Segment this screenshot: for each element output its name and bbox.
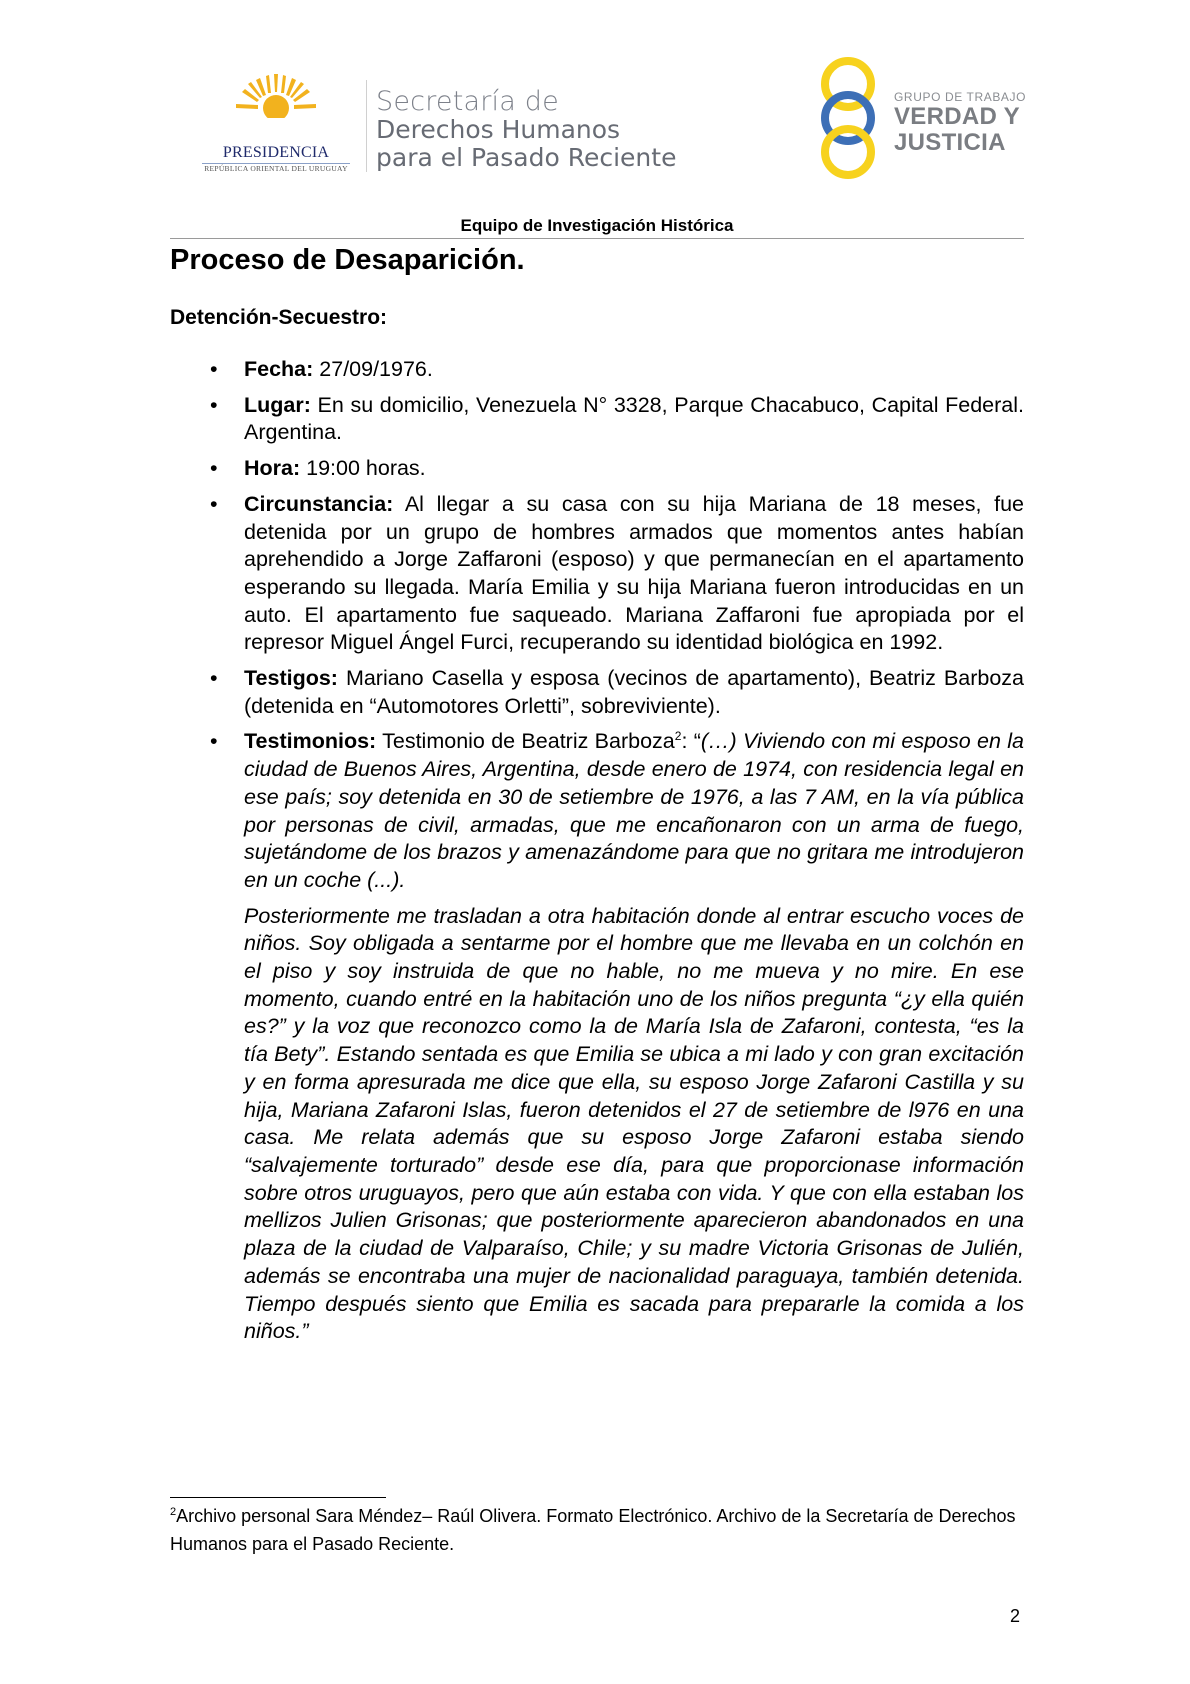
page-header [196, 52, 1036, 182]
item-label: Fecha: [244, 357, 314, 381]
list-item-circunstancia [170, 491, 1024, 657]
bullet-icon: • [210, 491, 218, 516]
secretaria-line-2: Derechos Humanos [376, 115, 621, 144]
item-label: Testigos: [244, 666, 338, 691]
item-text: Al llegar a su casa con su hija Mariana de 18 meses, fue detenida por un grupo de hombres armados que momentos antes habían aprehendido a Jorge Zaffaroni (esposo) y que permanecían en el apartamento esperando su llegada. María Emilia y su hija Mariana fueron introducidas en un auto. El apartamento fue saqueado. Mariana Zaffaroni fue apropiada por el represor Miguel Ángel Furci, recuperando su identidad biológica en 1992. [244, 491, 1024, 655]
sun-icon [236, 74, 316, 136]
testimonio-quote-2: Posteriormente me trasladan a otra habitación donde al entrar escucho voces de niños. Soy obligada a sentarme por el hombre que me llevaba en un colchón en el piso y soy instruida de que no hable, no me mueva y no mire. En ese momento, cuando entré en la habitación uno de los niños pregunta “¿y ella quién es?” y la voz que reconozco como la de María Isla de Zafaroni, contesta, “es la tía Bety”. Estando sentada es que Emilia se ubica a mi lado y con gran excitación y en forma apresurada me dice que ella, su esposo Jorge Zafaroni Castilla y su hija, Mariana Zafaroni Islas, fueron detenidos el 27 de setiembre de l976 en una casa. Me relata además que su esposo Jorge Zafaroni estaba siendo “salvajemente torturado” desde ese día, para que proporcionase información sobre otros uruguayos, pero que aún estaba con vida. Y que con ella estaban los mellizos Julien Grisonas; que posteriormente aparecieron abandonados en una plaza de la ciudad de Valparaíso, Chile; y su madre Victoria Grisonas de Julién, además se encontraba una mujer de nacionalidad paraguaya, también detenida. Tiempo después siento que Emilia es sacada para prepararle la comida a los niños.” [244, 903, 1024, 1344]
grupo-trabajo-text [894, 90, 1026, 156]
running-header-rule [170, 238, 1024, 239]
secretaria-line-1: Secretaría de [376, 86, 559, 117]
grupo-trabajo-line-1: VERDAD Y [894, 103, 1020, 130]
verdad-justicia-rings-icon [818, 56, 878, 180]
footnote-text: Archivo personal Sara Méndez– Raúl Olivera. Formato Electrónico. Archivo de la Secretaría de Derechos Humanos para el Pasado Reciente. [170, 1506, 1016, 1554]
grupo-trabajo-label: GRUPO DE TRABAJO [894, 90, 1027, 104]
list-item-testigos [170, 665, 1024, 720]
item-label: Hora: [244, 456, 301, 481]
footnote-separator [170, 1497, 386, 1498]
item-label: Testimonios: [244, 729, 377, 754]
main-content [170, 240, 1024, 1354]
grupo-trabajo-line-2: JUSTICIA [894, 129, 1006, 156]
running-header: Equipo de Investigación Histórica [460, 216, 734, 235]
page-number: 2 [1010, 1606, 1021, 1626]
list-item-testimonios [170, 728, 1024, 1345]
item-label: Circunstancia: [244, 491, 394, 516]
footnote-ref[interactable]: 2 [674, 729, 682, 744]
item-text: 27/09/1976. [313, 357, 433, 381]
list-item-hora [170, 455, 1024, 483]
bullet-icon: • [210, 392, 218, 417]
section-heading: Detención-Secuestro: [170, 306, 388, 329]
secretaria-line-3: para el Pasado Reciente [376, 143, 677, 172]
bullet-icon: • [210, 729, 218, 754]
bullet-icon: • [210, 357, 218, 381]
bullet-icon: • [210, 456, 218, 481]
footnote [170, 1502, 1024, 1558]
presidencia-logo [196, 74, 356, 174]
footnote-number: 2 [170, 1506, 177, 1518]
testimonio-intro: Testimonio de Beatriz Barboza [376, 729, 675, 754]
detail-list [170, 356, 1024, 1346]
list-item-fecha [170, 356, 1024, 384]
testimonio-colon: : “ [681, 729, 701, 754]
presidencia-subtitle: REPÚBLICA ORIENTAL DEL URUGUAY [204, 164, 348, 173]
bullet-icon: • [210, 666, 218, 691]
item-text: En su domicilio, Venezuela N° 3328, Parque Chacabuco, Capital Federal. Argentina. [244, 392, 1024, 445]
secretaria-logo-text [376, 88, 676, 172]
header-divider [366, 80, 367, 172]
item-text: 19:00 horas. [300, 456, 426, 481]
testimonio-quote-1: (…) Viviendo con mi esposo en la ciudad de Buenos Aires, Argentina, desde enero de 1974, con residencia legal en ese país; soy detenida en 30 de setiembre de 1976, a las 7 AM, en la vía pública por personas de civil, armadas, que me encañonaron con un arma de fuego, sujetándome de los brazos y amenazándome para que no gritara me introdujeron en un coche (...). [244, 729, 1024, 892]
item-text: Mariano Casella y esposa (vecinos de apartamento), Beatriz Barboza (detenida en “Automotores Orletti”, sobreviviente). [244, 666, 1024, 718]
page-title: Proceso de Desaparición. [170, 244, 525, 276]
list-item-lugar [170, 392, 1024, 447]
presidencia-name: PRESIDENCIA [222, 144, 330, 161]
item-label: Lugar: [244, 392, 311, 417]
